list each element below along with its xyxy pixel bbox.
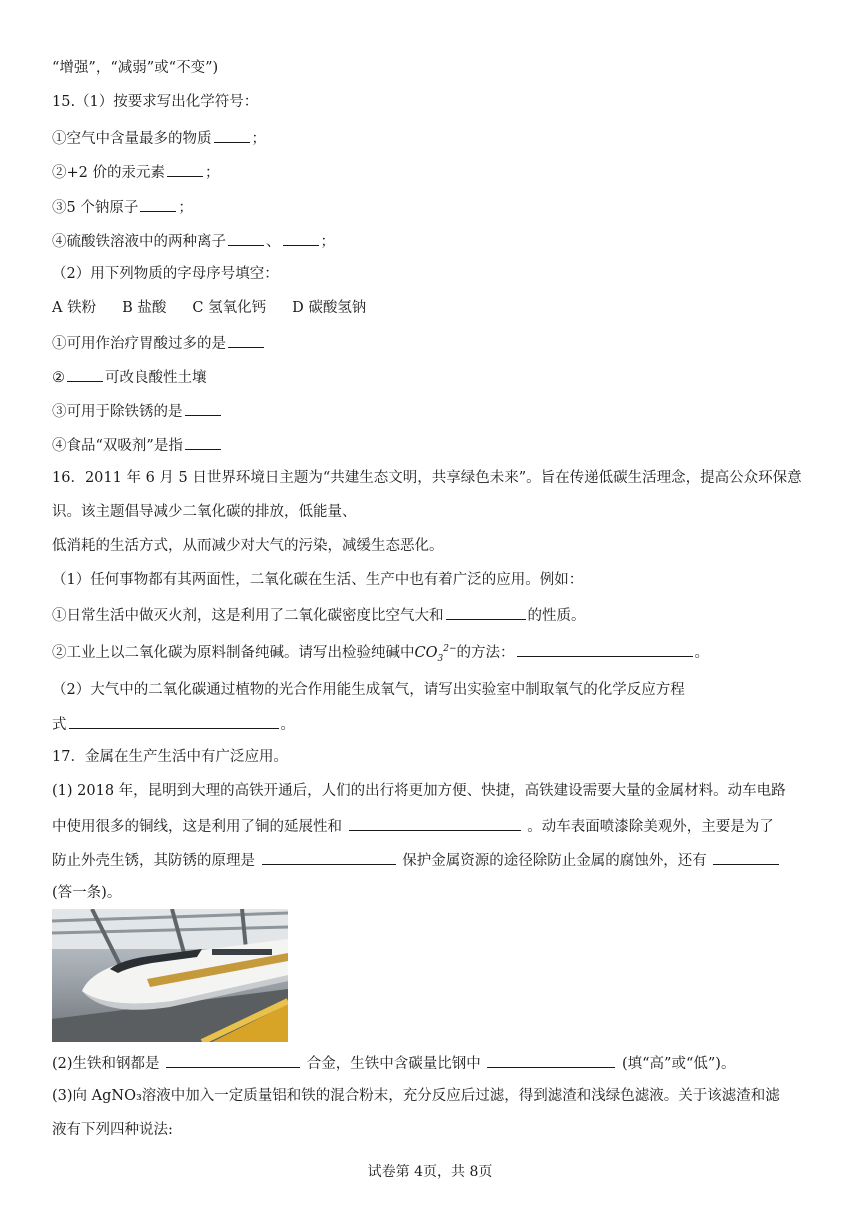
- q16-line-6: [52, 639, 709, 669]
- text: ①可用作治疗胃酸过多的是: [52, 336, 226, 352]
- q17-line-5: [52, 1052, 735, 1074]
- answer-blank: [185, 400, 221, 416]
- text: ②: [52, 370, 65, 386]
- answer-blank: [67, 366, 103, 382]
- text: 中使用很多的铜线，这是利用了铜的延展性和: [52, 819, 342, 835]
- q15-item-f: [52, 366, 207, 388]
- q17-line-6: (3)向 AgNO₃溶液中加入一定质量铝和铁的混合粉末，充分反应后过滤，得到滤渣和浅绿色滤液。关于该滤渣和滤: [52, 1088, 780, 1104]
- text: 合金，生铁中含碳量比钢中: [306, 1056, 481, 1072]
- answer-blank: [713, 849, 779, 865]
- page-footer: 试卷第 4页，共 8页: [367, 1164, 493, 1180]
- q15-item-d: ④硫酸铁溶液中的两种离子 、 ；: [52, 230, 335, 252]
- q17-line-3: [52, 849, 781, 871]
- q17-line-7: 液有下列四种说法:: [52, 1122, 173, 1138]
- q16-line-2: 识。该主题倡导减少二氧化碳的排放，低能量、: [52, 504, 357, 520]
- text: ①空气中含量最多的物质: [52, 131, 212, 147]
- q17-line-2: [52, 815, 774, 837]
- answer-blank: [185, 434, 221, 450]
- answer-blank: [140, 196, 176, 212]
- line-intro: “增强”，“减弱”或“不变”): [52, 60, 219, 76]
- answer-blank: [446, 604, 526, 620]
- option-c: C 氢氧化钙: [192, 300, 267, 316]
- formula-sup: 2−: [443, 644, 457, 654]
- text: 防止外壳生锈，其防锈的原理是: [52, 853, 255, 869]
- q15-heading: 15.（1）按要求写出化学符号：: [52, 94, 259, 110]
- answer-blank: [166, 1052, 300, 1068]
- answer-blank: [214, 127, 250, 143]
- text: ②+2 价的汞元素: [52, 165, 165, 181]
- formula-base: CO: [414, 644, 438, 661]
- answer-blank: [167, 161, 203, 177]
- text: 。: [280, 717, 295, 733]
- text: ④硫酸铁溶液中的两种离子: [52, 234, 226, 250]
- q16-line-3: 低消耗的生活方式，从而减少对大气的污染，减缓生态恶化。: [52, 538, 444, 554]
- q17-line-1: (1) 2018 年，昆明到大理的高铁开通后，人们的出行将更加方便、快捷，高铁建设需要大量的金属材料。动车电路: [52, 783, 786, 799]
- q15-item-b: ②+2 价的汞元素 ；: [52, 161, 219, 183]
- q17-line-4: (答一条)。: [52, 885, 122, 901]
- option-b: B 盐酸: [122, 300, 167, 316]
- text: 。: [694, 644, 709, 661]
- text: ③5 个钠原子: [52, 200, 139, 216]
- formula-sub: 3: [437, 653, 444, 664]
- text: 的方法：: [456, 644, 515, 661]
- q16-line-7: （2）大气中的二氧化碳通过植物的光合作用能生成氧气，请写出实验室中制取氧气的化学反应方程: [52, 682, 685, 698]
- q16-line-4: （1）任何事物都有其两面性，二氧化碳在生活、生产中也有着广泛的应用。例如：: [52, 572, 584, 588]
- q16-line-5: [52, 604, 586, 626]
- q15-item-g: [52, 400, 223, 422]
- q16-line-1: 16．2011 年 6 月 5 日世界环境日主题为“共建生态文明，共享绿色未来”。旨在传递低碳生活理念，提高公众环保意: [52, 470, 802, 486]
- q15-item-h: [52, 434, 223, 456]
- text: ④食品“双吸剂”是指: [52, 438, 183, 454]
- text: ②工业上以二氧化碳为原料制备纯碱。请写出检验纯碱中: [52, 644, 415, 661]
- answer-blank: [69, 713, 279, 729]
- answer-blank: [517, 641, 693, 657]
- q16-line-8: [52, 713, 295, 735]
- q15-item-e: [52, 332, 266, 354]
- option-d: D 碳酸氢钠: [292, 300, 367, 316]
- text: 式: [52, 717, 67, 733]
- text: 可改良酸性土壤: [105, 370, 207, 386]
- q15-part2: （2）用下列物质的字母序号填空：: [52, 266, 279, 282]
- q15-item-c: ③5 个钠原子 ；: [52, 196, 193, 218]
- text: ③可用于除铁锈的是: [52, 404, 183, 420]
- train-photo-icon: [52, 909, 288, 1042]
- answer-blank: [283, 230, 319, 246]
- text: (填“高”或“低”)。: [621, 1056, 736, 1072]
- answer-blank: [228, 332, 264, 348]
- q15-options: [52, 298, 392, 318]
- text: 保护金属资源的途径除防止金属的腐蚀外，还有: [402, 853, 707, 869]
- answer-blank: [262, 849, 396, 865]
- text: 。动车表面喷漆除美观外，主要是为了: [527, 819, 774, 835]
- answer-blank: [487, 1052, 615, 1068]
- train-photo: [52, 909, 288, 1042]
- text: (2)生铁和钢都是: [52, 1056, 160, 1072]
- q15-item-a: ①空气中含量最多的物质 ；: [52, 127, 266, 149]
- carbonate-formula: [414, 644, 457, 664]
- answer-blank: [228, 230, 264, 246]
- text: ①日常生活中做灭火剂，这是利用了二氧化碳密度比空气大和: [52, 608, 444, 624]
- q17-heading: 17．金属在生产生活中有广泛应用。: [52, 749, 288, 765]
- answer-blank: [349, 815, 521, 831]
- text: 的性质。: [527, 608, 586, 624]
- option-a: A 铁粉: [52, 300, 97, 316]
